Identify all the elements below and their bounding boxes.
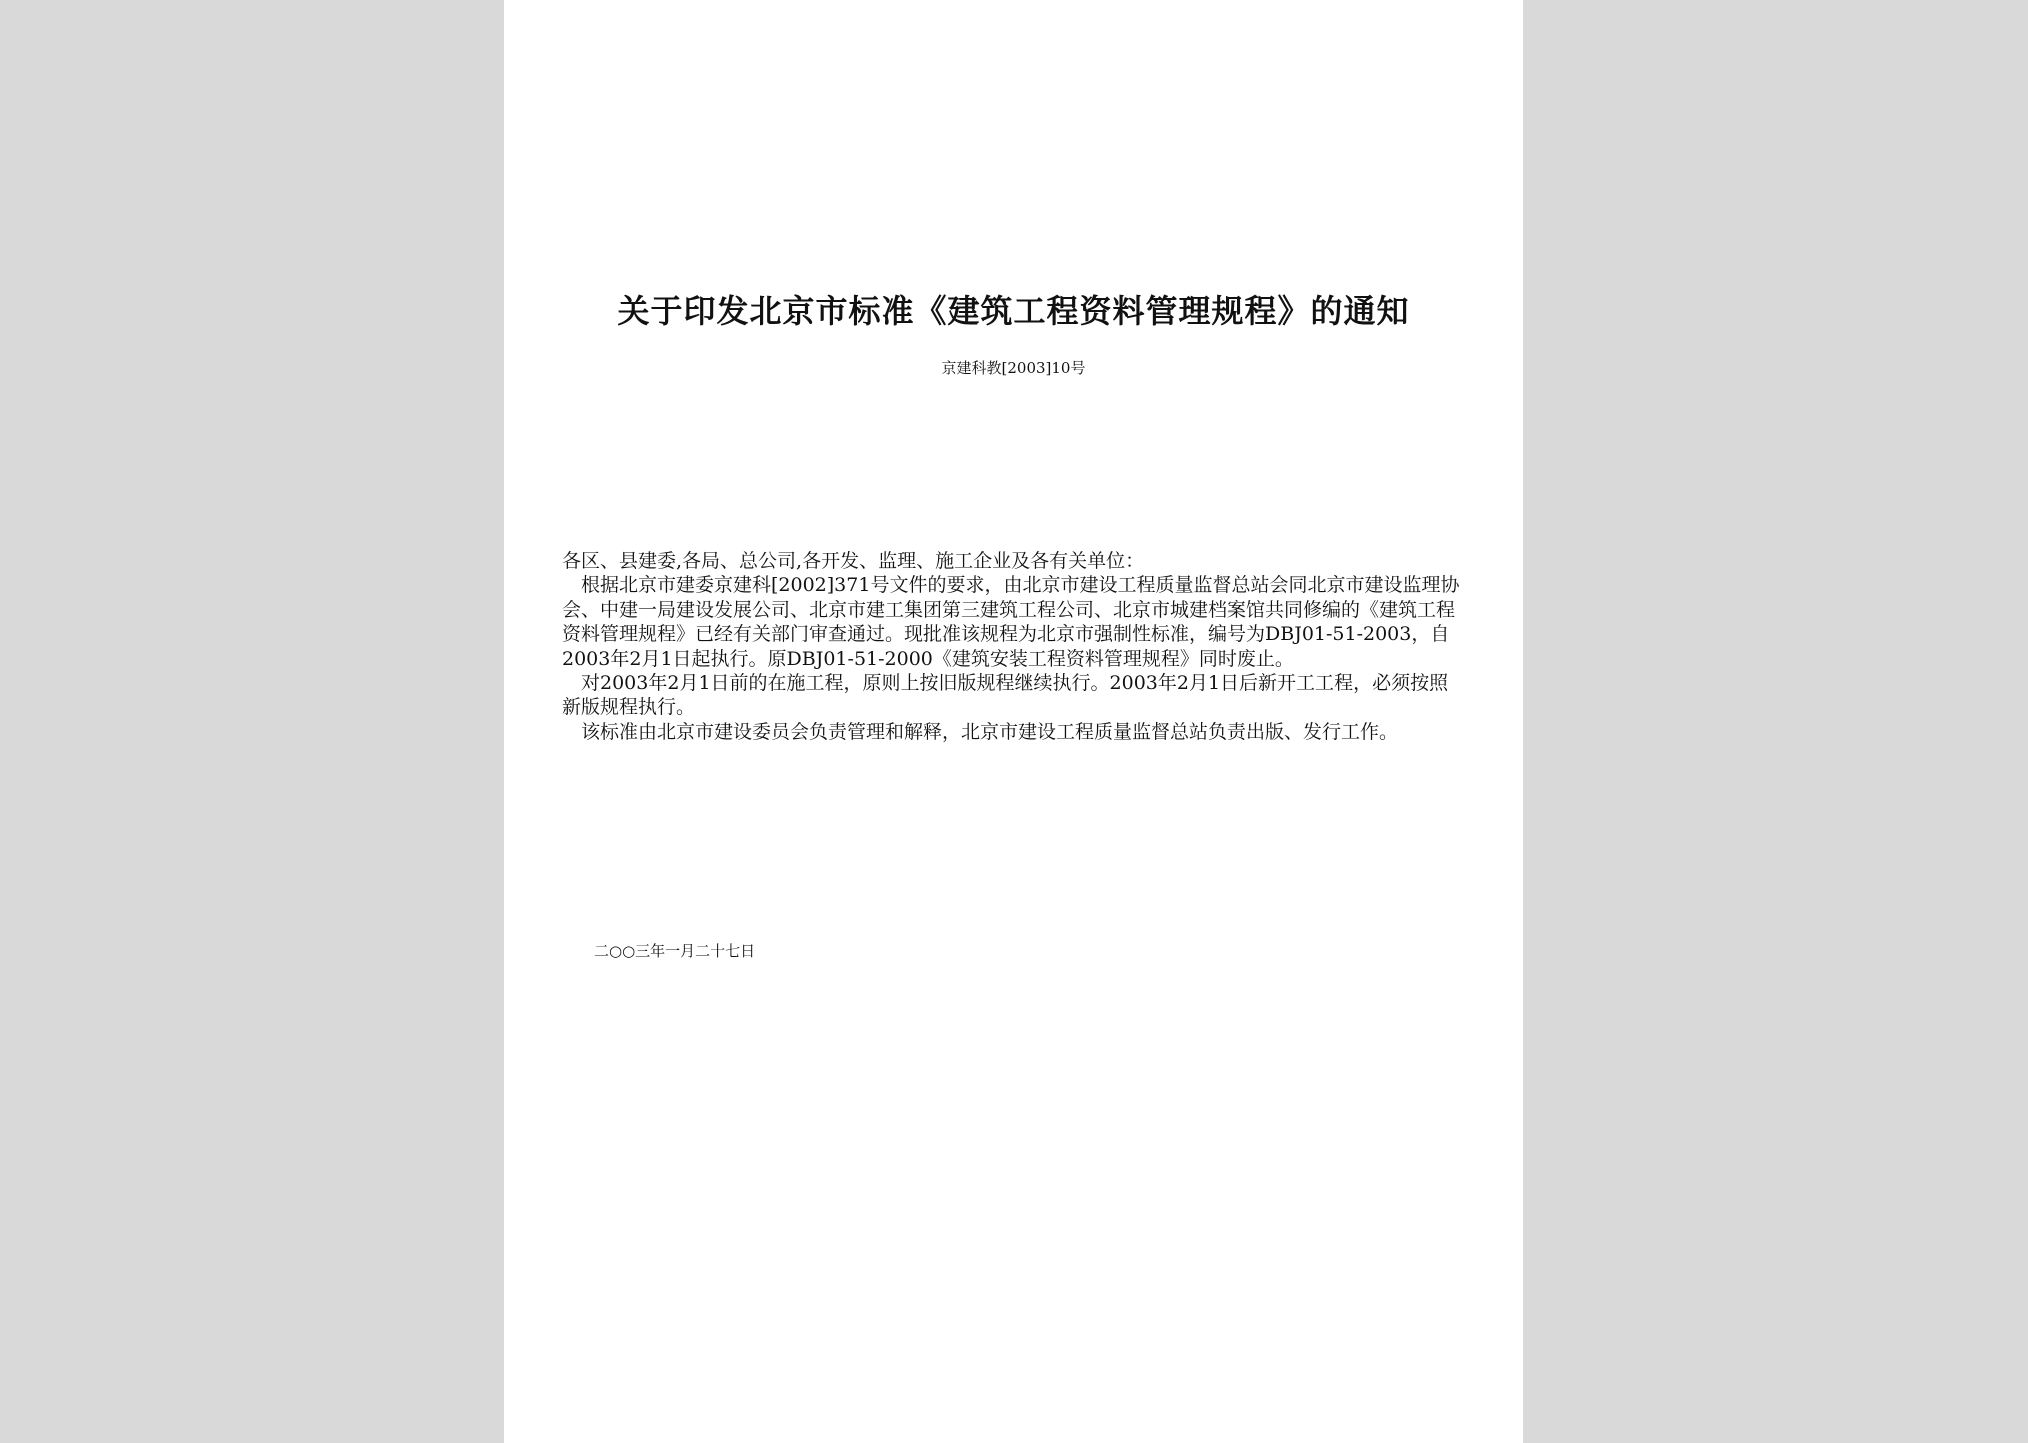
paragraph-3: 该标准由北京市建设委员会负责管理和解释，北京市建设工程质量监督总站负责出版、发行工作。 [581,720,1399,743]
document-title: 关于印发北京市标准《建筑工程资料管理规程》的通知 [617,292,1410,330]
paragraph-1: 根据北京市建委京建科[2002]371号文件的要求，由北京市建设工程质量监督总站会同北京市建设监理协会、中建一局建设发展公司、北京市建工集团第三建筑工程公司、北京市城建档案馆共同修编的《建筑工程资料管理规程》已经有关部门审查通过。现批准该规程为北京市强制性标准，编号为DBJ01-51-2003，自2003年2月1日起执行。原DBJ01-51-2000《建筑安装工程资料管理规程》同时废止。 [562,574,1460,670]
document-page [504,0,1523,1443]
paragraph-2: 对2003年2月1日前的在施工程，原则上按旧版规程继续执行。2003年2月1日后新开工工程，必须按照新版规程执行。 [562,672,1449,719]
document-date: 二○○三年一月二十七日 [594,942,756,960]
document-number: 京建科教[2003]10号 [941,359,1086,377]
salutation: 各区、县建委,各局、总公司,各开发、监理、施工企业及各有关单位： [562,550,1145,572]
document-body [562,549,1462,744]
